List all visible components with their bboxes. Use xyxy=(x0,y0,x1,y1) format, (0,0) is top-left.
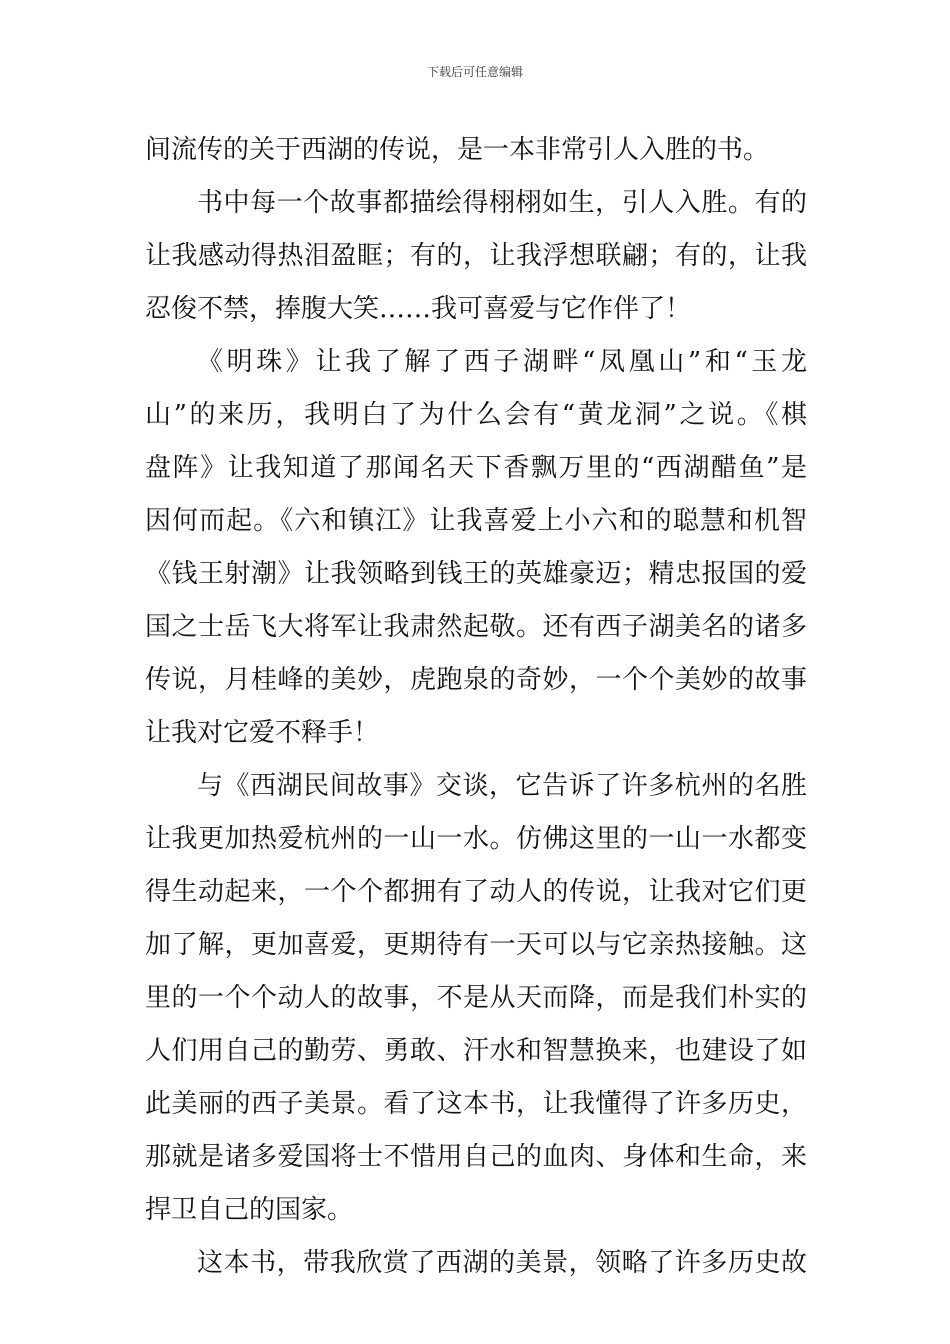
text-line: 间流传的关于西湖的传说，是一本非常引人入胜的书。 xyxy=(145,135,770,165)
text-line: 人们用自己的勤劳、勇敢、汗水和智慧换来，也建设了如 xyxy=(145,1036,807,1066)
text-line: 让我更加热爱杭州的一山一水。仿佛这里的一山一水都变 xyxy=(145,824,807,854)
text-line: 忍俊不禁，捧腹大笑……我可喜爱与它作伴了！ xyxy=(145,294,692,324)
text-line: 盘阵》让我知道了那闻名天下香飘万里的“西湖醋鱼”是 xyxy=(145,453,807,483)
page-header: 下载后可任意编辑 xyxy=(426,65,523,79)
text-line: 让我对它爱不释手！ xyxy=(145,718,380,748)
text-line: 此美丽的西子美景。看了这本书，让我懂得了许多历史， xyxy=(145,1089,807,1119)
text-line: 《明珠》让我了解了西子湖畔“凤凰山”和“玉龙 xyxy=(197,347,807,377)
text-line: 传说，月桂峰的美妙，虎跑泉的奇妙，一个个美妙的故事 xyxy=(145,665,807,695)
text-line: 那就是诸多爱国将士不惜用自己的血肉、身体和生命，来 xyxy=(145,1142,807,1172)
document-body xyxy=(145,124,807,1290)
text-line: 与《西湖民间故事》交谈，它告诉了许多杭州的名胜 xyxy=(197,771,807,801)
text-line: 这本书，带我欣赏了西湖的美景，领略了许多历史故 xyxy=(197,1248,807,1278)
text-line: 《钱王射潮》让我领略到钱王的英雄豪迈；精忠报国的爱 xyxy=(145,559,807,589)
text-line: 里的一个个动人的故事，不是从天而降，而是我们朴实的 xyxy=(145,983,807,1013)
text-line: 得生动起来，一个个都拥有了动人的传说，让我对它们更 xyxy=(145,877,807,907)
text-line: 书中每一个故事都描绘得栩栩如生，引人入胜。有的 xyxy=(197,188,807,218)
text-line: 因何而起。《六和镇江》让我喜爱上小六和的聪慧和机智 xyxy=(145,506,807,536)
text-line: 加了解，更加喜爱，更期待有一天可以与它亲热接触。这 xyxy=(145,930,807,960)
text-line: 让我感动得热泪盈眶；有的，让我浮想联翩；有的，让我 xyxy=(145,241,807,271)
text-line: 山”的来历，我明白了为什么会有“黄龙洞”之说。《棋 xyxy=(145,400,807,430)
text-line: 捍卫自己的国家。 xyxy=(145,1195,354,1225)
text-line: 国之士岳飞大将军让我肃然起敬。还有西子湖美名的诸多 xyxy=(145,612,807,642)
